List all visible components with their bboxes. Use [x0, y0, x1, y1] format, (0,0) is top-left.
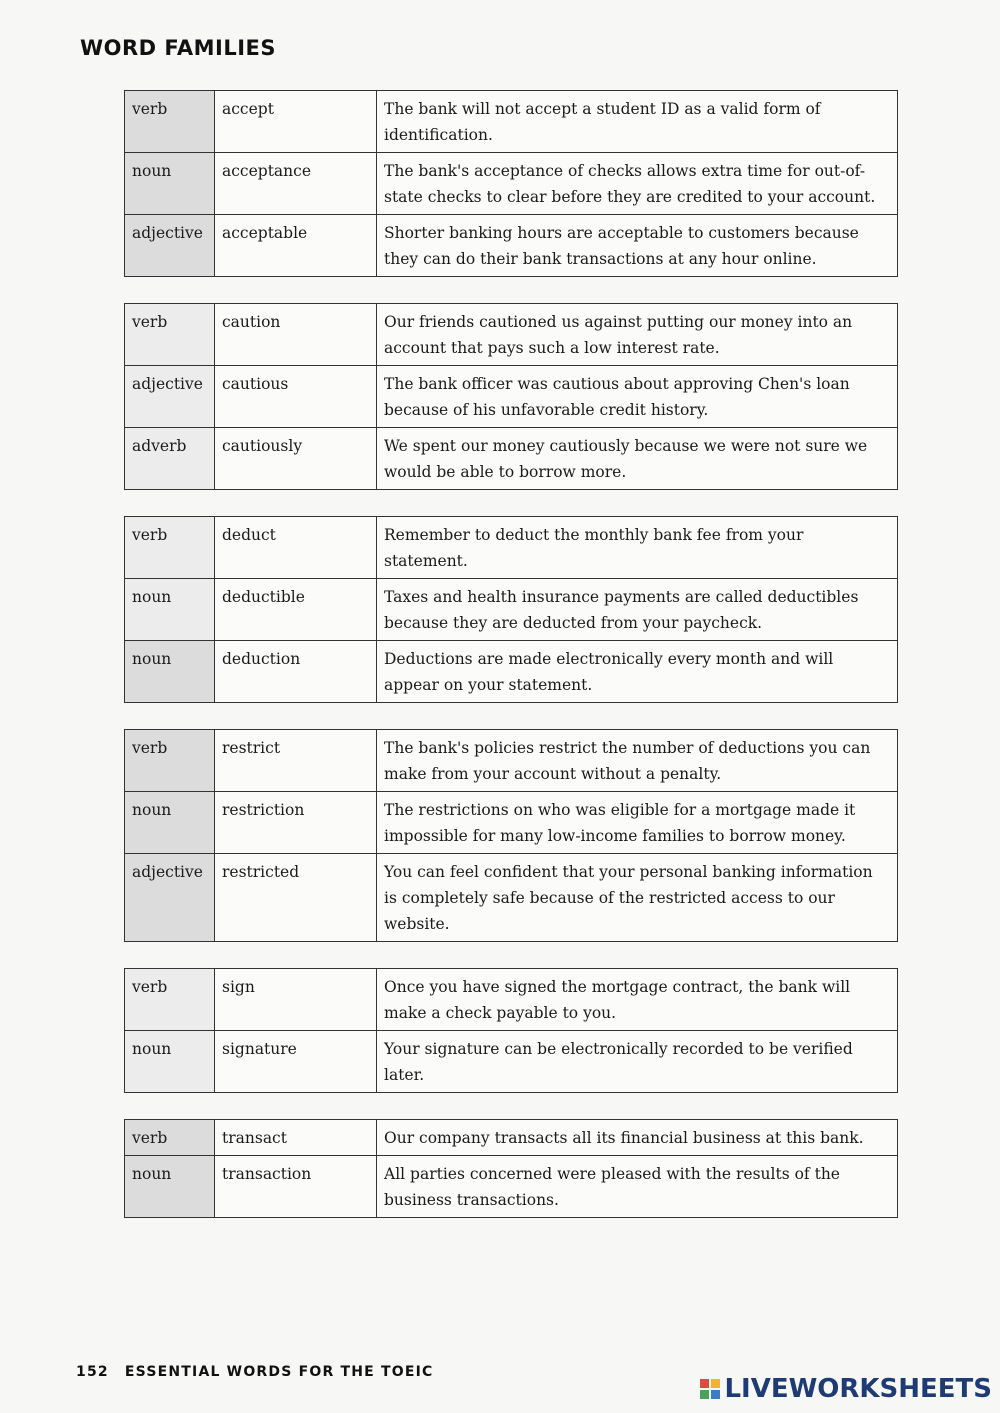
page-number: 152 [76, 1364, 109, 1380]
watermark-text: LIVEWORKSHEETS [724, 1374, 992, 1404]
table-row [125, 641, 898, 703]
word-families-list [124, 90, 898, 1244]
word-form: deductible [215, 579, 377, 641]
example-sentence: Our company transacts all its financial business at this bank. [377, 1120, 898, 1156]
word-family-table [124, 90, 898, 277]
word-form: acceptance [215, 153, 377, 215]
part-of-speech: noun [125, 153, 215, 215]
example-sentence: The bank's acceptance of checks allows extra time for out-of-state checks to clear before they are credited to your account. [377, 153, 898, 215]
example-sentence: Deductions are made electronically every month and will appear on your statement. [377, 641, 898, 703]
table-row [125, 792, 898, 854]
table-row [125, 1031, 898, 1093]
table-row [125, 91, 898, 153]
example-sentence: The bank officer was cautious about approving Chen's loan because of his unfavorable credit history. [377, 366, 898, 428]
part-of-speech: verb [125, 730, 215, 792]
word-family-table [124, 1119, 898, 1218]
liveworksheets-logo-icon [700, 1379, 720, 1399]
table-row [125, 969, 898, 1031]
example-sentence: Shorter banking hours are acceptable to customers because they can do their bank transactions at any hour online. [377, 215, 898, 277]
table-row [125, 730, 898, 792]
word-form: deduction [215, 641, 377, 703]
part-of-speech: verb [125, 969, 215, 1031]
example-sentence: Once you have signed the mortgage contract, the bank will make a check payable to you. [377, 969, 898, 1031]
page-footer [76, 1364, 434, 1380]
part-of-speech: verb [125, 1120, 215, 1156]
example-sentence: We spent our money cautiously because we were not sure we would be able to borrow more. [377, 428, 898, 490]
word-form: caution [215, 304, 377, 366]
word-family-table [124, 968, 898, 1093]
word-form: restriction [215, 792, 377, 854]
example-sentence: All parties concerned were pleased with the results of the business transactions. [377, 1156, 898, 1218]
liveworksheets-watermark [700, 1374, 992, 1404]
part-of-speech: adverb [125, 428, 215, 490]
part-of-speech: noun [125, 1156, 215, 1218]
word-form: sign [215, 969, 377, 1031]
part-of-speech: noun [125, 1031, 215, 1093]
word-form: signature [215, 1031, 377, 1093]
table-row [125, 854, 898, 942]
word-form: accept [215, 91, 377, 153]
table-row [125, 579, 898, 641]
table-row [125, 366, 898, 428]
example-sentence: Your signature can be electronically recorded to be verified later. [377, 1031, 898, 1093]
example-sentence: The restrictions on who was eligible for a mortgage made it impossible for many low-income families to borrow money. [377, 792, 898, 854]
table-row [125, 215, 898, 277]
part-of-speech: adjective [125, 854, 215, 942]
table-row [125, 153, 898, 215]
table-row [125, 428, 898, 490]
word-form: acceptable [215, 215, 377, 277]
word-family-table [124, 303, 898, 490]
example-sentence: The bank's policies restrict the number of deductions you can make from your account without a penalty. [377, 730, 898, 792]
part-of-speech: verb [125, 517, 215, 579]
table-row [125, 304, 898, 366]
example-sentence: You can feel confident that your personal banking information is completely safe because of the restricted access to our website. [377, 854, 898, 942]
part-of-speech: verb [125, 91, 215, 153]
example-sentence: Our friends cautioned us against putting our money into an account that pays such a low interest rate. [377, 304, 898, 366]
part-of-speech: adjective [125, 366, 215, 428]
book-title: ESSENTIAL WORDS FOR THE TOEIC [124, 1364, 434, 1380]
part-of-speech: noun [125, 792, 215, 854]
word-form: transact [215, 1120, 377, 1156]
part-of-speech: noun [125, 641, 215, 703]
example-sentence: Taxes and health insurance payments are called deductibles because they are deducted from your paycheck. [377, 579, 898, 641]
word-form: cautiously [215, 428, 377, 490]
part-of-speech: adjective [125, 215, 215, 277]
part-of-speech: noun [125, 579, 215, 641]
table-row [125, 1120, 898, 1156]
table-row [125, 517, 898, 579]
word-form: transaction [215, 1156, 377, 1218]
example-sentence: Remember to deduct the monthly bank fee from your statement. [377, 517, 898, 579]
page-title: WORD FAMILIES [80, 36, 276, 60]
word-family-table [124, 729, 898, 942]
part-of-speech: verb [125, 304, 215, 366]
word-form: restrict [215, 730, 377, 792]
word-family-table [124, 516, 898, 703]
word-form: restricted [215, 854, 377, 942]
example-sentence: The bank will not accept a student ID as a valid form of identification. [377, 91, 898, 153]
word-form: deduct [215, 517, 377, 579]
table-row [125, 1156, 898, 1218]
word-form: cautious [215, 366, 377, 428]
